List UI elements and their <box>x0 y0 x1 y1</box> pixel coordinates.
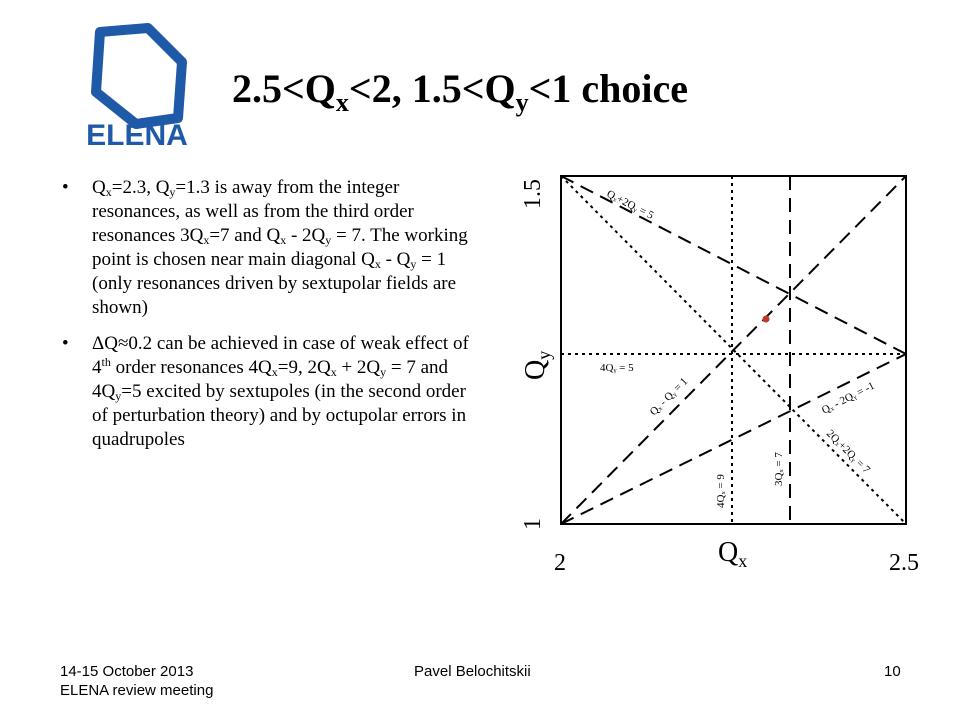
label-3qx-7: 3Qₓ = 7 <box>773 452 785 486</box>
label-4qx-9: 4Qₓ = 9 <box>715 474 727 508</box>
footer-date: 14-15 October 2013 <box>60 663 194 680</box>
label-2qx-2qy-7: 2Qₓ+2Qᵧ = 7 <box>823 427 873 477</box>
logo-text: ELENA <box>86 119 188 150</box>
label-qx-2qy-m1: Qₓ - 2Qᵧ = -1 <box>819 379 877 417</box>
y-min-label: 1 <box>520 518 546 530</box>
x-min-label: 2 <box>554 550 566 576</box>
label-4qy-5: 4Qᵧ = 5 <box>600 362 634 374</box>
footer-date-meeting <box>60 662 213 700</box>
bullet-working-point: • $Q_x=2.3$, $Q_y=1.3$ is away from the integer resonances, as well as from the third order resonances $3Q_x=7$ and $Q_x - 2Q_y = 7$. The working point is chosen near main diagonal $Q_x - Q_y = 1$ (only resonances driven by sextupolar fields are shown) <box>62 177 468 318</box>
line-qx-2qy-m1 <box>561 354 906 524</box>
tune-diagram <box>508 168 940 580</box>
footer-author: Pavel Belochitskii <box>414 663 531 680</box>
bullet-list <box>62 176 472 464</box>
y-axis-label: $Q_y$ <box>520 350 554 380</box>
working-point <box>763 316 770 323</box>
label-qx-qy-1: Qₓ - Qᵧ = 1 <box>647 375 691 419</box>
x-max-label: 2.5 <box>889 550 919 576</box>
label-qx-2qy-5: Qₓ+2Qᵧ = 5 <box>604 187 656 222</box>
x-axis-label: $Q_x$ <box>718 537 748 571</box>
page-number: 10 <box>884 663 901 680</box>
bullet-tune-spread: • ΔQ≈0.2 can be achieved in case of weak effect of 4th order resonances $4Q_x=9$, $2Q_x + 2Q_y = 7$ and $4Q_y=5$ excited by sextupoles (in the second order of perturbation theory) and by octupolar errors in quadrupoles <box>62 333 469 450</box>
y-max-label: 1.5 <box>520 179 546 209</box>
elena-logo <box>82 22 192 150</box>
footer-meeting: ELENA review meeting <box>60 682 214 699</box>
slide-title: $2.5<Q_x<2$, $1.5<Q_y<1$ choice <box>232 66 689 117</box>
